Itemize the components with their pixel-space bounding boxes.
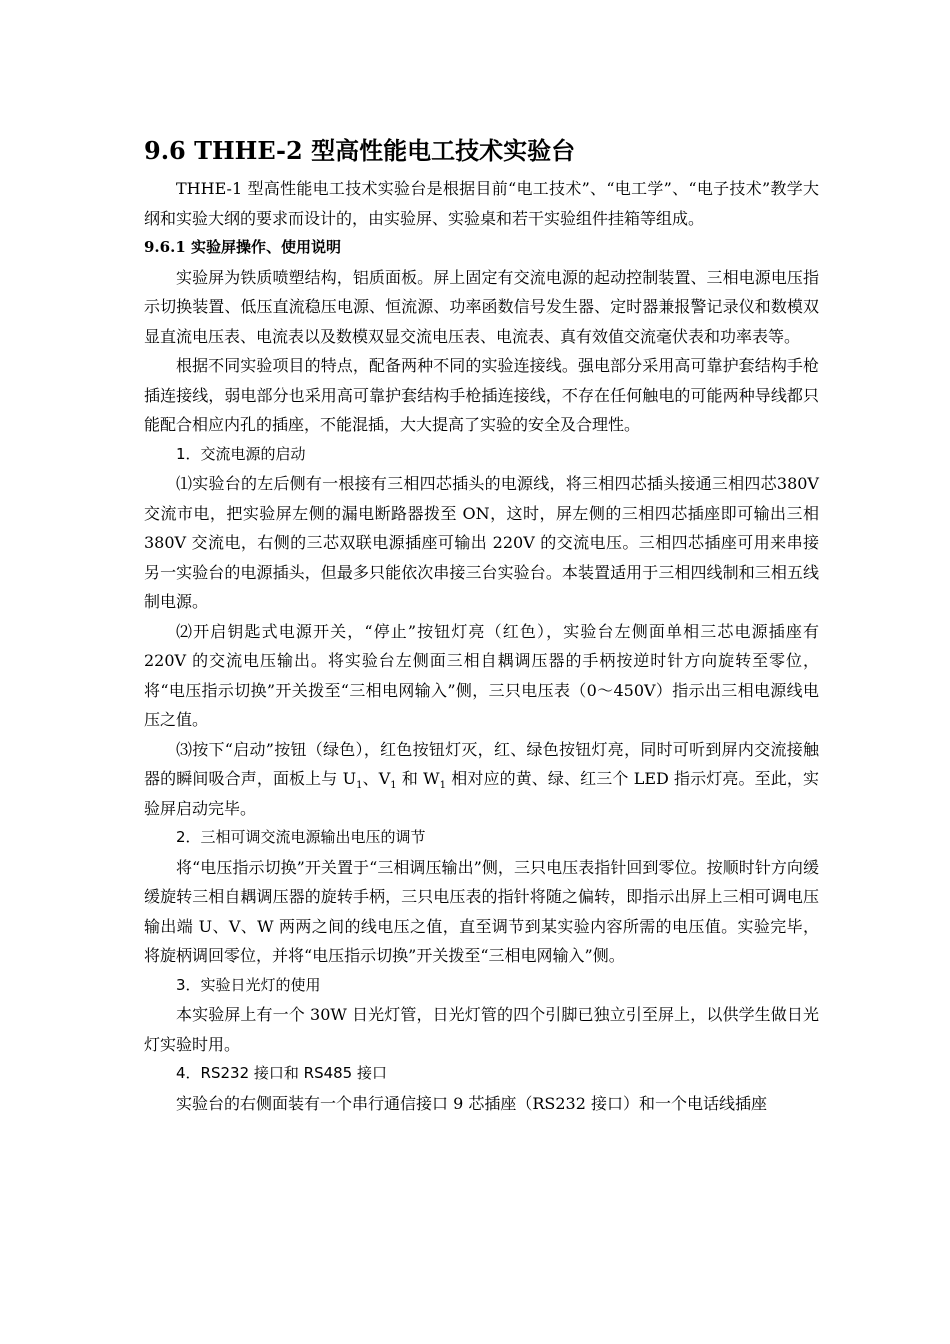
section-title: 9.6 THHE-2 型高性能电工技术实验台 — [144, 136, 576, 165]
step-1-paragraph: ⑴实验台的左后侧有一根接有三相四芯插头的电源线，将三相四芯插头接通三相四芯380V 交流市电，把实验屏左侧的漏电断路器拨至 ON，这时，屏左侧的三相四芯插座即可输出三相 380V 交流电，右侧的三芯双联电源插座可输出 220V 的交流电压。三相四芯插座可用来串接另一实验台的电源插头，但最多只能依次串接三台实验台。本装置适用于三相四线制和三相五线制电源。 — [144, 474, 819, 611]
step-3-text-d: 相对应的黄、绿、红三个 LED 指示灯亮。至此，实验屏启动完毕。 — [144, 769, 819, 818]
subscript-w: 1 — [439, 780, 447, 792]
step-2-paragraph: ⑵开启钥匙式电源开关，“停止”按钮灯亮（红色），实验台左侧面单相三芯电源插座有 220V 的交流电压输出。将实验台左侧面三相自耦调压器的手柄按逆时针方向旋转至零位，将“电压指示切换”开关拨至“三相电网输入”侧，三只电压表（0～450V）指示出三相电源线电压之值。 — [144, 621, 819, 729]
subsection-heading: 9.6.1 实验屏操作、使用说明 — [144, 238, 341, 256]
step-3-paragraph — [144, 735, 819, 824]
heading-rs-interfaces: 4．RS232 接口和 RS485 接口 — [176, 1064, 387, 1082]
screen-description-paragraph: 实验屏为铁质喷塑结构，铝质面板。屏上固定有交流电源的起动控制装置、三相电源电压指示切换装置、低压直流稳压电源、恒流源、功率函数信号发生器、定时器兼报警记录仪和数模双显直流电压表、电流表以及数模双显交流电压表、电流表、真有效值交流毫伏表和功率表等。 — [144, 267, 819, 346]
intro-paragraph: THHE-1 型高性能电工技术实验台是根据目前“电工技术”、“电工学”、“电子技术”教学大纲和实验大纲的要求而设计的，由实验屏、实验桌和若干实验组件挂箱等组成。 — [144, 179, 819, 228]
document-body — [144, 174, 819, 1118]
voltage-adjust-paragraph: 将“电压指示切换”开关置于“三相调压输出”侧，三只电压表指针回到零位。按顺时针方向缓缓旋转三相自耦调压器的旋转手柄，三只电压表的指针将随之偏转，即指示出屏上三相可调电压输出端 U、V、W 两两之间的线电压之值，直至调节到某实验内容所需的电压值。实验完毕，将旋柄调回零位，并将“电压指示切换”开关拨至“三相电网输入”侧。 — [144, 857, 819, 965]
heading-fluorescent-lamp: 3．实验日光灯的使用 — [176, 975, 321, 994]
step-3-text-b: 、V — [362, 769, 391, 788]
subscript-v: 1 — [390, 780, 397, 792]
step-3-text-c: 和 W — [396, 769, 440, 788]
heading-ac-power-start: 1．交流电源的启动 — [176, 444, 306, 463]
heading-voltage-adjust: 2．三相可调交流电源输出电压的调节 — [176, 828, 426, 846]
subscript-u: 1 — [356, 780, 363, 792]
step-3-text-a: ⑶按下“启动”按钮（绿色），红色按钮灯灭，红、绿色按钮灯亮，同时可听到屏内交流接触器的瞬间吸合声，面板上与 U — [144, 739, 819, 788]
lamp-paragraph: 本实验屏上有一个 30W 日光灯管，日光灯管的四个引脚已独立引至屏上，以供学生做日光灯实验时用。 — [144, 1005, 819, 1054]
rs-interface-paragraph: 实验台的右侧面装有一个串行通信接口 9 芯插座（RS232 接口）和一个电话线插座 — [176, 1093, 767, 1113]
wires-paragraph: 根据不同实验项目的特点，配备两种不同的实验连接线。强电部分采用高可靠护套结构手枪插连接线，弱电部分也采用高可靠护套结构手枪插连接线，不存在任何触电的可能两种导线都只能配合相应内孔的插座，不能混插，大大提高了实验的安全及合理性。 — [144, 356, 819, 434]
